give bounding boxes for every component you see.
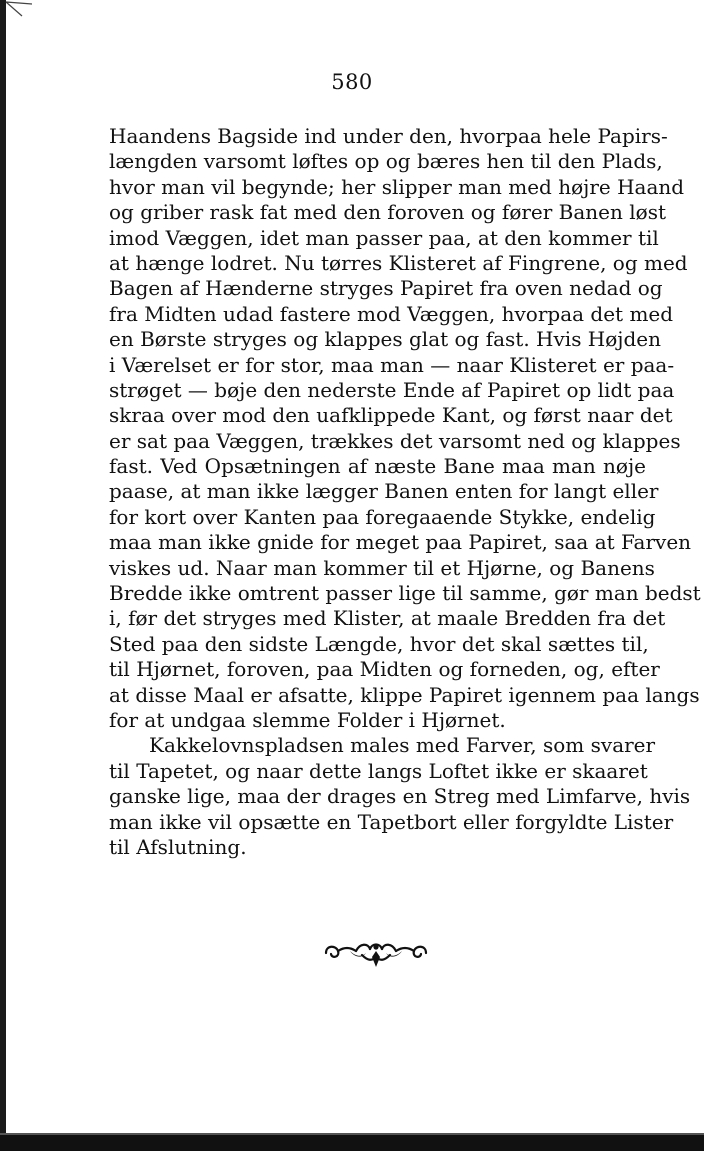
page-bottom-edge	[0, 1135, 704, 1151]
text-line: fra Midten udad fastere mod Væggen, hvorpaa det med	[109, 301, 674, 326]
text-line: i Værelset er for stor, maa man — naar Klisteret er paa-	[109, 352, 675, 377]
text-line: fast. Ved Opsætningen af næste Bane maa man nøje	[109, 454, 646, 479]
paragraph-1	[109, 124, 701, 733]
text-line: imod Væggen, idet man passer paa, at den kommer til	[109, 225, 659, 250]
text-line: til Afslutning.	[109, 834, 247, 859]
text-line: Bagen af Hænderne stryges Papiret fra oven nedad og	[109, 276, 663, 301]
text-line: i, før det stryges med Klister, at maale Bredden fra det	[109, 606, 666, 631]
text-line: Haandens Bagside ind under den, hvorpaa hele Papirs-	[109, 124, 668, 148]
text-line: strøget — bøje den nederste Ende af Papiret op lidt paa	[109, 377, 675, 402]
text-line: længden varsomt løftes op og bæres hen til den Plads,	[109, 149, 663, 174]
text-line: til Hjørnet, foroven, paa Midten og forneden, og, efter	[109, 657, 660, 682]
text-line: en Børste stryges og klappes glat og fast. Hvis Højden	[109, 327, 662, 352]
text-line: at disse Maal er afsatte, klippe Papiret igennem paa langs	[109, 682, 700, 707]
text-line: for kort over Kanten paa foregaaende Stykke, endelig	[109, 504, 656, 529]
text-line: paase, at man ikke lægger Banen enten for langt eller	[109, 479, 659, 504]
text-line: til Tapetet, og naar dette langs Loftet ikke er skaaret	[109, 758, 648, 783]
text-line: og griber rask fat med den foroven og fører Banen løst	[109, 200, 666, 225]
page-left-border	[0, 0, 6, 1135]
page-number: 580	[331, 70, 373, 94]
fleuron-ornament-icon	[322, 935, 430, 971]
text-line: Sted paa den sidste Længde, hvor det skal sættes til,	[109, 631, 649, 656]
text-line: hvor man vil begynde; her slipper man med højre Haand	[109, 174, 685, 199]
text-line: man ikke vil opsætte en Tapetbort eller forgyldte Lister	[109, 809, 674, 834]
paragraph-2	[109, 733, 691, 860]
text-line: Bredde ikke omtrent passer lige til samme, gør man bedst	[109, 581, 701, 606]
text-line: at hænge lodret. Nu tørres Klisteret af Fingrene, og med	[109, 250, 688, 275]
text-line: for at undgaa slemme Folder i Hjørnet.	[109, 707, 506, 732]
text-line: ganske lige, maa der drages en Streg med Limfarve, hvis	[109, 784, 691, 809]
body-text	[109, 124, 701, 860]
text-line: skraa over mod den uafklippede Kant, og først naar det	[109, 403, 673, 428]
corner-fold-mark	[0, 0, 40, 40]
text-line: er sat paa Væggen, trækkes det varsomt ned og klappes	[109, 428, 681, 453]
text-line: viskes ud. Naar man kommer til et Hjørne, og Banens	[109, 555, 655, 580]
text-line: Kakkelovnspladsen males med Farver, som svarer	[149, 733, 656, 758]
text-line: maa man ikke gnide for meget paa Papiret, saa at Farven	[109, 530, 692, 555]
